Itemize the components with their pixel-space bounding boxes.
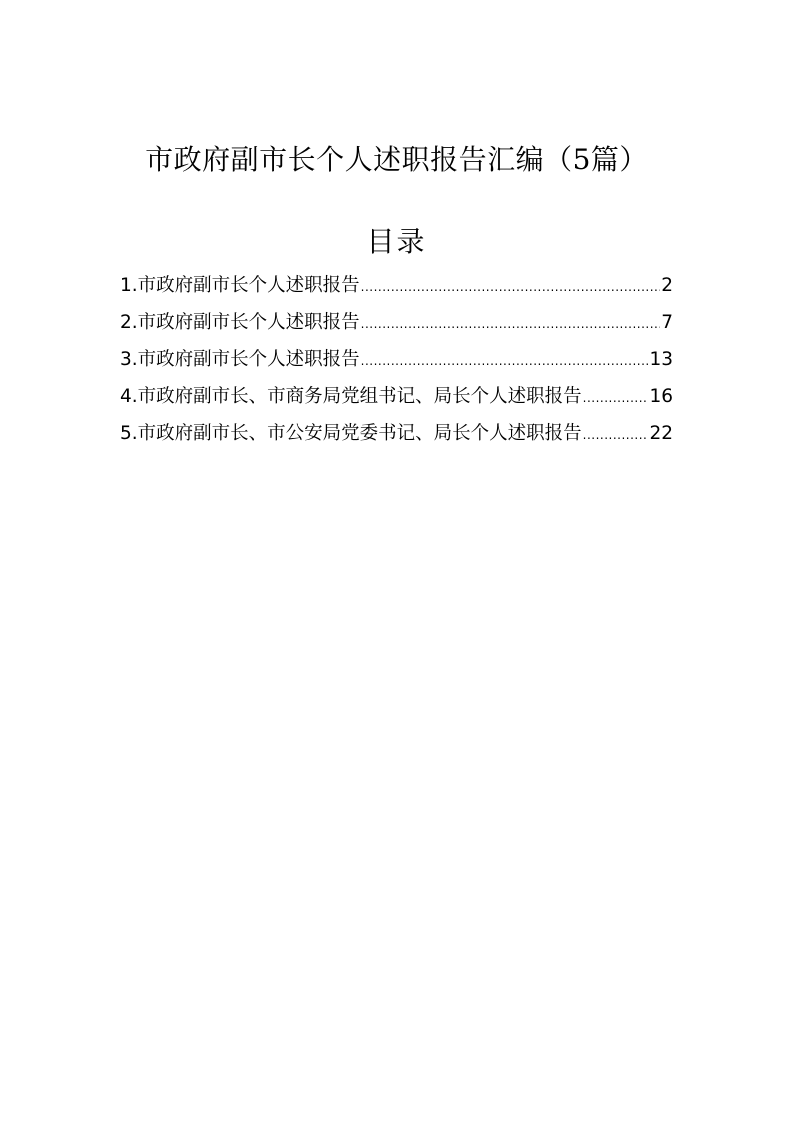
toc-entry[interactable] [120,383,673,420]
document-title: 市政府副市长个人述职报告汇编（5篇） [145,143,648,176]
toc-dot-leader [583,421,649,449]
toc-entry-label[interactable]: 3.市政府副市长个人述职报告 [120,349,360,370]
toc-dot-leader [361,310,661,338]
toc-dot-leader [361,273,661,301]
toc-heading: 目录 [366,225,427,258]
toc-dot-leader [361,347,649,375]
toc-entry-page: 16 [649,386,673,407]
table-of-contents [120,272,673,457]
toc-entry-page: 7 [661,312,673,333]
toc-entry[interactable] [120,309,673,346]
toc-entry[interactable] [120,420,673,457]
toc-entry[interactable] [120,346,673,383]
toc-entry-label[interactable]: 5.市政府副市长、市公安局党委书记、局长个人述职报告 [120,423,582,444]
toc-entry-page: 2 [661,275,673,296]
toc-entry-page: 22 [649,423,673,444]
toc-entry-page: 13 [649,349,673,370]
toc-entry-label[interactable]: 4.市政府副市长、市商务局党组书记、局长个人述职报告 [120,386,582,407]
toc-entry-label[interactable]: 2.市政府副市长个人述职报告 [120,312,360,333]
toc-entry-label[interactable]: 1.市政府副市长个人述职报告 [120,275,360,296]
toc-dot-leader [583,384,649,412]
toc-entry[interactable] [120,272,673,309]
